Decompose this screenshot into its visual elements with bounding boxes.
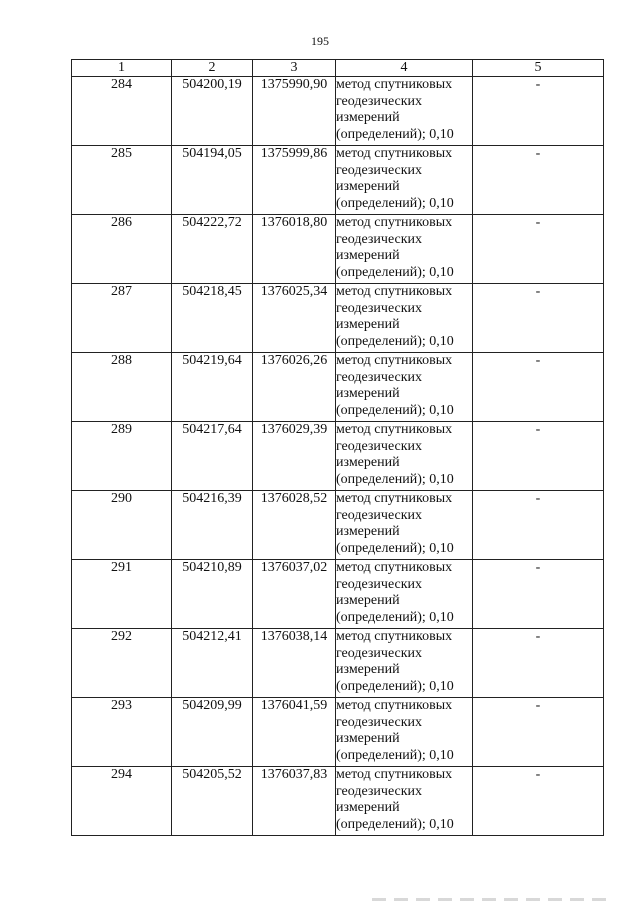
note-cell: - xyxy=(473,698,604,767)
method-cell: метод спутниковых геодезических измерений (определений); 0,10 xyxy=(336,698,473,767)
note-cell: - xyxy=(473,491,604,560)
x-coordinate-cell: 504212,41 xyxy=(172,629,253,698)
point-number-cell: 289 xyxy=(72,422,172,491)
y-coordinate-cell: 1376025,34 xyxy=(253,284,336,353)
page-number: 195 xyxy=(311,34,329,48)
x-coordinate-cell: 504209,99 xyxy=(172,698,253,767)
note-cell: - xyxy=(473,560,604,629)
note-cell: - xyxy=(473,77,604,146)
method-cell: метод спутниковых геодезических измерений (определений); 0,10 xyxy=(336,284,473,353)
x-coordinate-cell: 504200,19 xyxy=(172,77,253,146)
method-cell: метод спутниковых геодезических измерений (определений); 0,10 xyxy=(336,215,473,284)
point-number-cell: 288 xyxy=(72,353,172,422)
x-coordinate-cell: 504222,72 xyxy=(172,215,253,284)
column-header-1: 1 xyxy=(72,60,172,77)
point-number-cell: 291 xyxy=(72,560,172,629)
note-cell: - xyxy=(473,146,604,215)
table-row xyxy=(72,284,604,353)
method-cell: метод спутниковых геодезических измерений (определений); 0,10 xyxy=(336,422,473,491)
table-row xyxy=(72,698,604,767)
method-cell: метод спутниковых геодезических измерений (определений); 0,10 xyxy=(336,767,473,836)
x-coordinate-cell: 504194,05 xyxy=(172,146,253,215)
column-header-3: 3 xyxy=(253,60,336,77)
y-coordinate-cell: 1376037,02 xyxy=(253,560,336,629)
point-number-cell: 293 xyxy=(72,698,172,767)
y-coordinate-cell: 1376038,14 xyxy=(253,629,336,698)
method-cell: метод спутниковых геодезических измерений (определений); 0,10 xyxy=(336,146,473,215)
x-coordinate-cell: 504217,64 xyxy=(172,422,253,491)
point-number-cell: 284 xyxy=(72,77,172,146)
table-row xyxy=(72,353,604,422)
y-coordinate-cell: 1376028,52 xyxy=(253,491,336,560)
point-number-cell: 286 xyxy=(72,215,172,284)
x-coordinate-cell: 504219,64 xyxy=(172,353,253,422)
y-coordinate-cell: 1376026,26 xyxy=(253,353,336,422)
note-cell: - xyxy=(473,767,604,836)
note-cell: - xyxy=(473,422,604,491)
method-cell: метод спутниковых геодезических измерений (определений); 0,10 xyxy=(336,77,473,146)
method-cell: метод спутниковых геодезических измерений (определений); 0,10 xyxy=(336,629,473,698)
column-header-2: 2 xyxy=(172,60,253,77)
point-number-cell: 294 xyxy=(72,767,172,836)
x-coordinate-cell: 504216,39 xyxy=(172,491,253,560)
x-coordinate-cell: 504218,45 xyxy=(172,284,253,353)
method-cell: метод спутниковых геодезических измерений (определений); 0,10 xyxy=(336,560,473,629)
y-coordinate-cell: 1376018,80 xyxy=(253,215,336,284)
x-coordinate-cell: 504205,52 xyxy=(172,767,253,836)
x-coordinate-cell: 504210,89 xyxy=(172,560,253,629)
table-row xyxy=(72,629,604,698)
table-row xyxy=(72,491,604,560)
note-cell: - xyxy=(473,215,604,284)
y-coordinate-cell: 1376037,83 xyxy=(253,767,336,836)
note-cell: - xyxy=(473,629,604,698)
table-row xyxy=(72,422,604,491)
table-row xyxy=(72,215,604,284)
faint-footer-line xyxy=(372,898,612,901)
y-coordinate-cell: 1375990,90 xyxy=(253,77,336,146)
y-coordinate-cell: 1375999,86 xyxy=(253,146,336,215)
method-cell: метод спутниковых геодезических измерений (определений); 0,10 xyxy=(336,491,473,560)
table-body xyxy=(72,77,604,836)
table-row xyxy=(72,767,604,836)
y-coordinate-cell: 1376029,39 xyxy=(253,422,336,491)
column-header-5: 5 xyxy=(473,60,604,77)
y-coordinate-cell: 1376041,59 xyxy=(253,698,336,767)
point-number-cell: 290 xyxy=(72,491,172,560)
table-row xyxy=(72,560,604,629)
method-cell: метод спутниковых геодезических измерений (определений); 0,10 xyxy=(336,353,473,422)
note-cell: - xyxy=(473,284,604,353)
point-number-cell: 292 xyxy=(72,629,172,698)
table-row xyxy=(72,146,604,215)
coordinates-table xyxy=(71,59,604,836)
table-row xyxy=(72,77,604,146)
point-number-cell: 285 xyxy=(72,146,172,215)
point-number-cell: 287 xyxy=(72,284,172,353)
column-header-4: 4 xyxy=(336,60,473,77)
table-header-row xyxy=(72,60,604,77)
note-cell: - xyxy=(473,353,604,422)
